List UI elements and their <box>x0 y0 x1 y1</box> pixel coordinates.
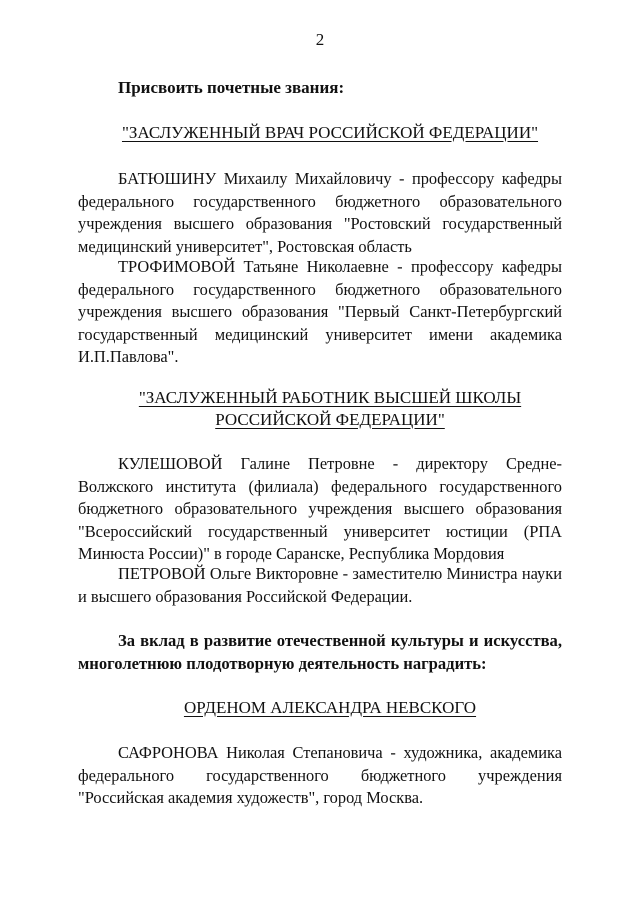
confer-titles-heading: Присвоить почетные звания: <box>118 78 345 97</box>
section-title-honored-doctor <box>60 122 600 144</box>
entry-safronov: САФРОНОВА Николая Степановича - художника, академика федерального государственного бюджетного учреждения "Российская академия художеств", город Москва. <box>78 743 562 807</box>
entry-trofimova: ТРОФИМОВОЙ Татьяне Николаевне - профессору кафедры федерального государственного бюджетного образовательного учреждения высшего образования "Первый Санкт-Петербургский государственный медицинский университет имени академика И.П.Павлова". <box>78 257 562 366</box>
section-title-honored-worker-higher-school <box>60 387 600 431</box>
page-number: 2 <box>315 30 325 49</box>
entry-batyushin: БАТЮШИНУ Михаилу Михайловичу - профессору кафедры федерального государственного бюджетного образовательного учреждения высшего образования "Ростовский государственный медицинский университет", Ростовская область <box>78 169 562 256</box>
section-title-order-alexander-nevsky <box>60 697 600 719</box>
entry-kuleshova: КУЛЕШОВОЙ Галине Петровне - директору Средне-Волжского института (филиала) федерального государственного бюджетного образовательного учреждения высшего образования "Всероссийский государственный университет юстиции (РПА Минюста России)" в городе Саранске, Республика Мордовия <box>78 454 562 563</box>
section-title-order-text: ОРДЕНОМ АЛЕКСАНДРА НЕВСКОГО <box>183 698 477 717</box>
section-title-line2: РОССИЙСКОЙ ФЕДЕРАЦИИ" <box>215 410 445 429</box>
entry-petrova: ПЕТРОВОЙ Ольге Викторовне - заместителю Министра науки и высшего образования Российской Федерации. <box>78 564 562 606</box>
award-intro: За вклад в развитие отечественной культуры и искусства, многолетнюю плодотворную деятельность наградить: <box>78 631 562 673</box>
section-title-honored-doctor-text: "ЗАСЛУЖЕННЫЙ ВРАЧ РОССИЙСКОЙ ФЕДЕРАЦИИ" <box>121 123 539 142</box>
section-title-line1: "ЗАСЛУЖЕННЫЙ РАБОТНИК ВЫСШЕЙ ШКОЛЫ <box>138 388 522 407</box>
